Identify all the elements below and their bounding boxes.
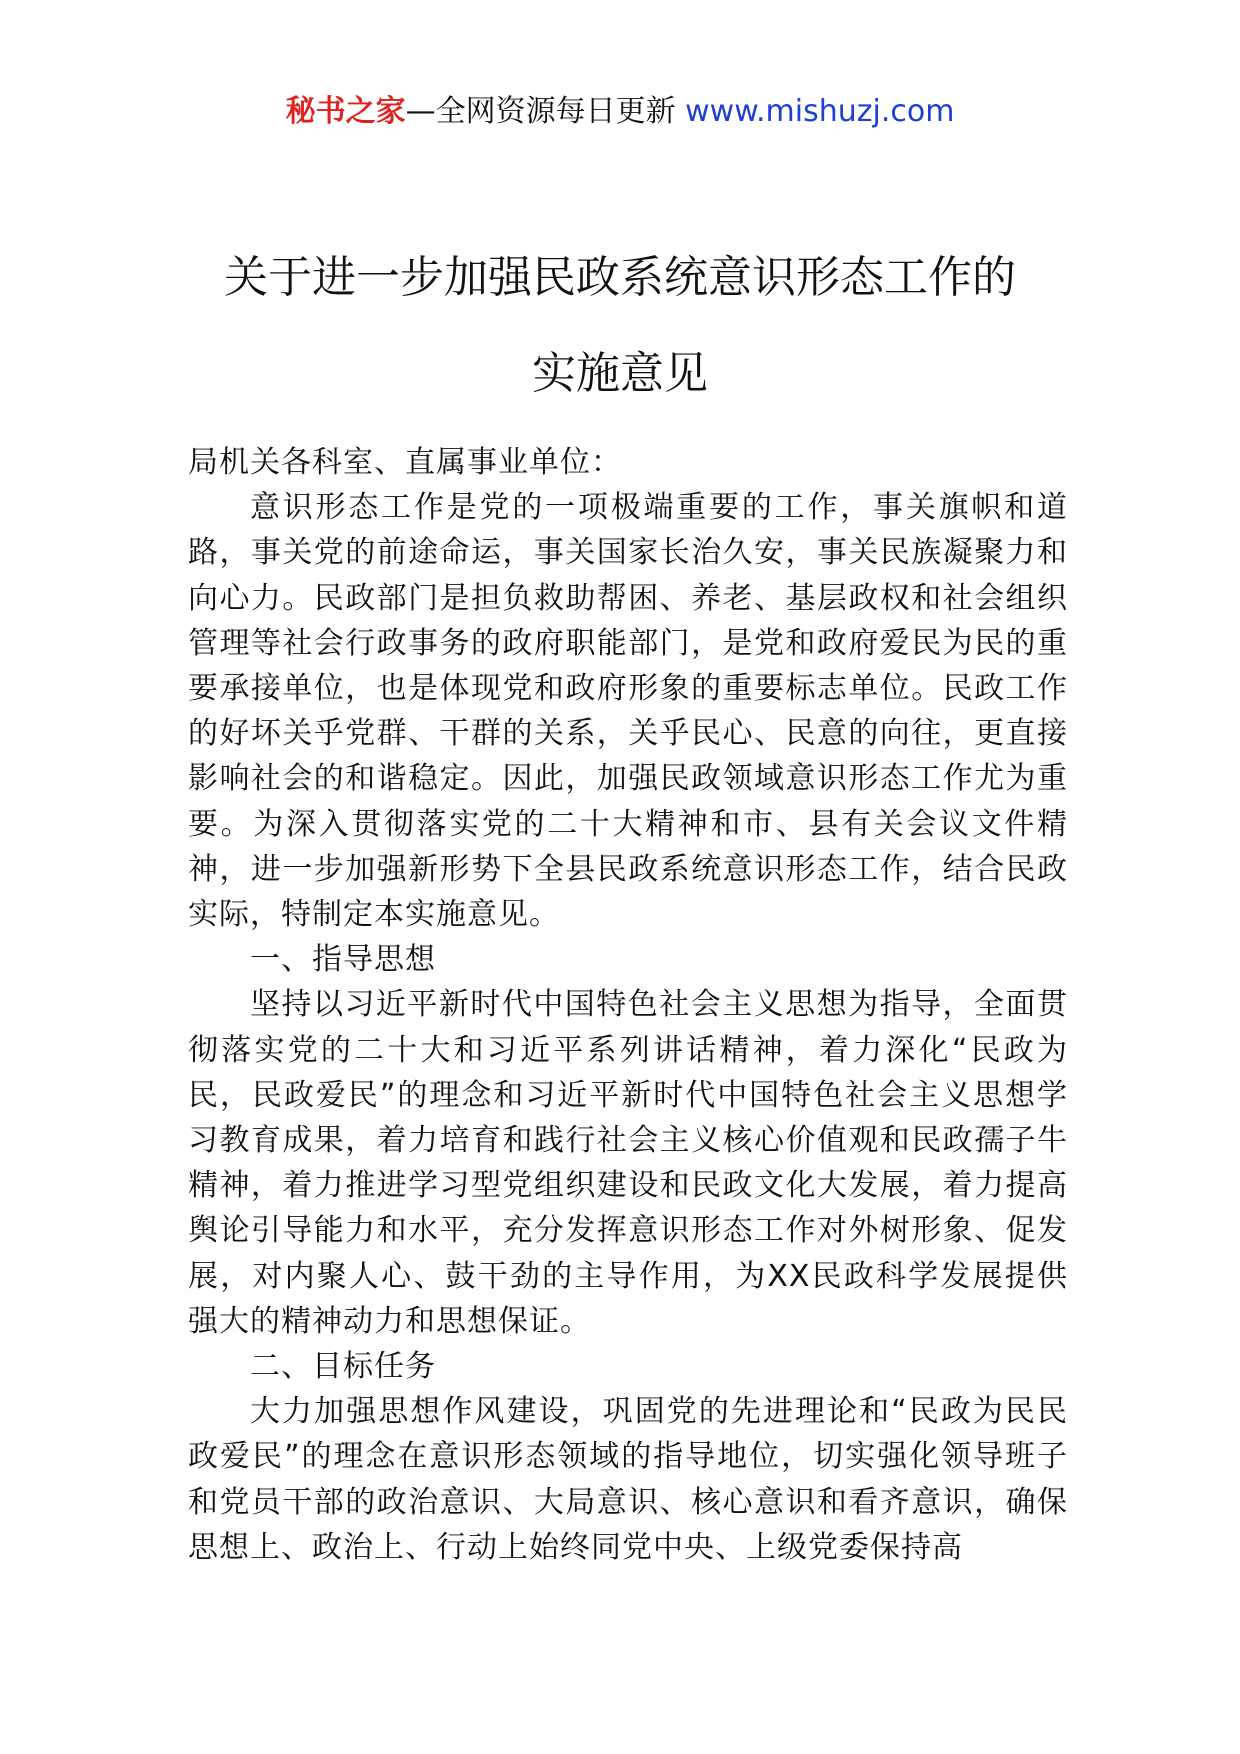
section-heading-goals-tasks: 二、目标任务 xyxy=(250,1349,436,1385)
site-banner xyxy=(0,92,1240,132)
document-body xyxy=(188,440,1068,1570)
site-url-link[interactable]: www.mishuzj.com xyxy=(685,94,955,129)
section-heading-guiding-thought: 一、指导思想 xyxy=(250,942,436,978)
guiding-thought-paragraph: 坚持以习近平新时代中国特色社会主义思想为指导，全面贯彻落实党的二十大和习近平系列讲话精神，着力深化“民政为民，民政爱民”的理念和习近平新时代中国特色社会主义思想学习教育成果，着力培育和践行社会主义核心价值观和民政孺子牛精神，着力推进学习型党组织建设和民政文化大发展，着力提高舆论引导能力和水平，充分发挥意识形态工作对外树形象、促发展，对内聚人心、鼓干劲的主导作用，为XX民政科学发展提供强大的精神动力和思想保证。 xyxy=(188,987,1068,1339)
document-title-line-2: 实施意见 xyxy=(532,348,708,399)
salutation: 局机关各科室、直属事业单位： xyxy=(188,445,622,480)
goals-tasks-paragraph: 大力加强思想作风建设，巩固党的先进理论和“民政为民民政爱民”的理念在意识形态领域的指导地位，切实强化领导班子和党员干部的政治意识、大局意识、核心意识和看齐意识，确保思想上、政治上、行动上始终同党中央、上级党委保持高 xyxy=(188,1394,1068,1565)
site-tagline: —全网资源每日更新 xyxy=(405,94,686,129)
document-title xyxy=(0,230,1240,422)
site-brand-name: 秘书之家 xyxy=(285,94,406,129)
intro-paragraph: 意识形态工作是党的一项极端重要的工作，事关旗帜和道路，事关党的前途命运，事关国家长治久安，事关民族凝聚力和向心力。民政部门是担负救助帮困、养老、基层政权和社会组织管理等社会行政事务的政府职能部门，是党和政府爱民为民的重要承接单位，也是体现党和政府形象的重要标志单位。民政工作的好坏关乎党群、干群的关系，关乎民心、民意的向往，更直接影响社会的和谐稳定。因此，加强民政领域意识形态工作尤为重要。为深入贯彻落实党的二十大精神和市、县有关会议文件精神，进一步加强新形势下全县民政系统意识形态工作，结合民政实际，特制定本实施意见。 xyxy=(188,490,1068,933)
document-title-line-1: 关于进一步加强民政系统意识形态工作的 xyxy=(224,252,1016,303)
